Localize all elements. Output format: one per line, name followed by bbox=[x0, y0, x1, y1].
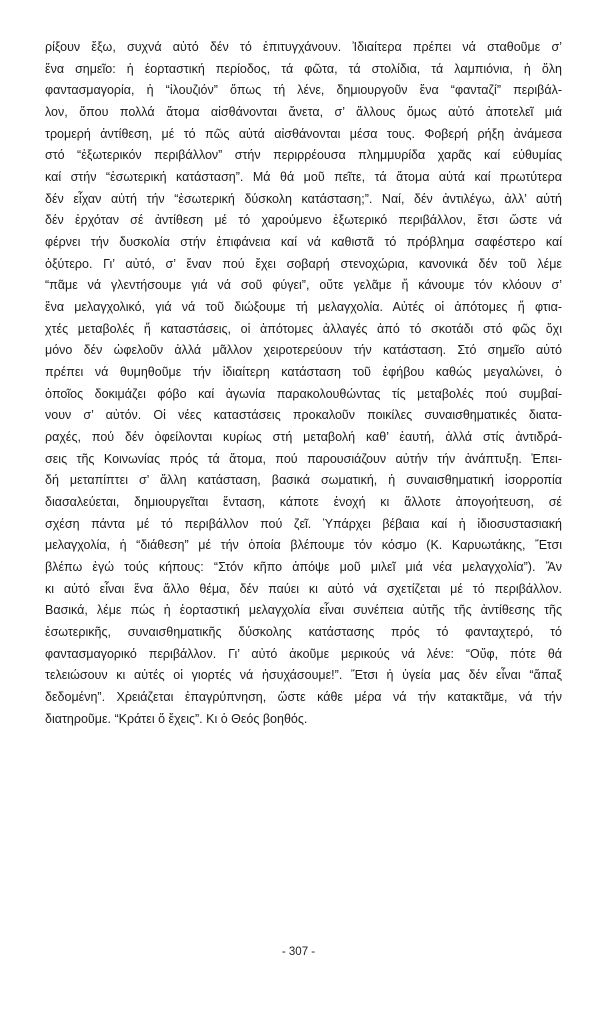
text-line: χτές μεταβολές ἤ καταστάσεις, οἱ ἀπότομες ἀλλαγές ἀπό τό σκοτάδι στό φῶς ὄχι bbox=[45, 321, 562, 336]
text-line: δή μεταπίπτει σ’ ἄλλη κατάσταση, βασικά σωματική, ἡ συναισθηματική ἰσορροπία bbox=[45, 473, 562, 488]
text-line: ραχές, πού δέν ὀφείλονται κυρίως στή μεταβολή καθ’ ἑαυτή, ἀλλά στίς ἀντιδρά- bbox=[45, 430, 562, 445]
text-line: πρέπει νά θυμηθοῦμε τήν ἰδιαίτερη κατάσταση τοῦ ἐφήβου καθώς μεγαλώνει, ὁ bbox=[45, 365, 562, 380]
text-line: βλέπω ἐγώ τούς κήπους: “Στόν κῆπο ἀπόψε μοῦ μιλεῖ μιά νέα μελαγχολία”). Ἄν bbox=[45, 560, 562, 575]
text-line: ἕνα μελαγχολικό, γιά νά τοῦ διώξουμε τή μελαγχολία. Αὐτές οἱ ἀπότομες ἤ φτια- bbox=[45, 300, 562, 315]
text-line: “πᾶμε νά γλεντήσουμε γιά νά σοῦ φύγει”, οὔτε γελᾶμε ἤ κάνουμε τόν κλόουν σ’ bbox=[45, 278, 562, 293]
text-line: τελειώσουν κι αὐτές οἱ γιορτές νά ἡσυχάσουμε!”. Ἔτσι ἡ ὑγεία μας δέν εἶναι “ἅπαξ bbox=[45, 668, 562, 683]
text-line: φέρνει τήν δυσκολία στήν ἐπιφάνεια καί νά καθιστᾶ τό πρόβλημα σαφέστερο καί bbox=[45, 235, 562, 250]
text-line: ἐσωτερικῆς, συναισθηματικῆς δύσκολης κατάστασης πρός τό φανταχτερό, τό bbox=[45, 625, 562, 640]
text-line-last: διατηροῦμε. “Κράτει ὅ ἔχεις”. Κι ὁ Θεός βοηθός. bbox=[45, 711, 308, 726]
text-line: μόνο δέν ὠφελοῦν ἀλλά μᾶλλον χειροτερεύουν τήν κατάσταση. Στό σημεῖο αὐτό bbox=[45, 343, 562, 358]
text-line: σεις τῆς Κοινωνίας πρός τά ἄτομα, πού παρουσιάζουν αὐτήν τήν ἀνάπτυξη. Ἐπει- bbox=[45, 451, 562, 466]
text-line: δεδομένη”. Χρειάζεται ἐπαγρύπνηση, ὥστε κάθε μέρα νά τήν κατακτᾶμε, νά τήν bbox=[45, 690, 562, 705]
text-line: διασαλεύεται, δημιουργεῖται ἔνταση, κάποτε ἐνοχή κι ἄλλοτε ἀπογοήτευση, σέ bbox=[45, 495, 562, 510]
page-number: - 307 - bbox=[281, 946, 316, 958]
text-line: στό “ἐξωτερικόν περιβάλλον” στήν περιρρέουσα πλημμυρίδα χαρᾶς καί εὐθυμίας bbox=[45, 148, 562, 163]
text-line: κι αὐτό εἶναι ἕνα ἄλλο θέμα, δέν παύει κι αὐτό νά σχετίζεται μέ τό περιβάλλον. bbox=[45, 581, 562, 596]
text-line: φαντασμαγορικό περιβάλλον. Γι’ αὐτό ἀκοῦμε μερικούς νά λένε: “Οὔφ, πότε θά bbox=[45, 646, 562, 661]
text-line: τρομερή ἀντίθεση, μέ τό πῶς αὐτά αἰσθάνονται μέσα τους. Φοβερή ρήξη ἀνάμεσα bbox=[45, 126, 562, 141]
text-line: νουν σ’ αὐτόν. Οἱ νέες καταστάσεις προκαλοῦν ποικίλες συναισθηματικές διατα- bbox=[45, 408, 562, 423]
text-line: ρίξουν ἔξω, συχνά αὐτό δέν τό ἐπιτυγχάνουν. Ἰδιαίτερα πρέπει νά σταθοῦμε σ’ bbox=[45, 40, 562, 54]
text-line: ἕνα σημεῖο: ἡ ἑορταστική περίοδος, τά φῶτα, τά στολίδια, τά λαμπιόνια, ἡ ὅλη bbox=[45, 61, 562, 76]
text-line: καί στήν “ἐσωτερική κατάσταση”. Μά θά μοῦ πεῖτε, τά ἄτομα αὐτά καί πρωτύτερα bbox=[45, 170, 562, 185]
text-line: φαντασμαγορία, ἡ “ἰλουζιόν” ὅπως τή λένε, δημιουργοῦν ἕνα “φανταζί” περιβάλ- bbox=[45, 83, 562, 98]
text-line: ὀξύτερο. Γι’ αὐτό, σ’ ἕναν πού ἔχει σοβαρή στενοχώρια, κανονικά δέν τοῦ λέμε bbox=[45, 256, 562, 271]
text-line: σχέση πάντα μέ τό περιβάλλον πού ζεῖ. Ὑπάρχει βέβαια καί ἡ ἰδιοσυστασιακή bbox=[45, 516, 562, 531]
body-text bbox=[45, 37, 562, 731]
text-line: μελαγχολία, ἡ “διάθεση” μέ τήν ὁποία βλέπουμε τόν κόσμο (Κ. Καρυωτάκης, Ἔτσι bbox=[45, 538, 562, 553]
text-line: λον, ὅπου πολλά ἄτομα αἰσθάνονται ἄνετα, σ’ ἄλλους ὅμως αὐτό ἀποτελεῖ μιά bbox=[45, 105, 562, 120]
text-line: δέν εἶχαν αὐτή τήν “ἐσωτερική δύσκολη κατάσταση;”. Ναί, δέν ἀντιλέγω, ἀλλ’ αὐτή bbox=[45, 191, 562, 206]
text-line: ὁποῖος δοκιμάζει φόβο καί ἀγωνία παρακολουθώντας τίς μεταβολές πού συμβαί- bbox=[45, 386, 562, 401]
text-line: Βασικά, λέμε πώς ἡ ἑορταστική μελαγχολία εἶναι συνέπεια αὐτῆς τῆς ἀντίθεσης τῆς bbox=[45, 603, 562, 618]
text-line: δέν ἐρχόταν σέ ἀντίθεση μέ τό χαρούμενο ἐξωτερικό περιβάλλον, ἔτσι ὥστε νά bbox=[45, 213, 562, 228]
